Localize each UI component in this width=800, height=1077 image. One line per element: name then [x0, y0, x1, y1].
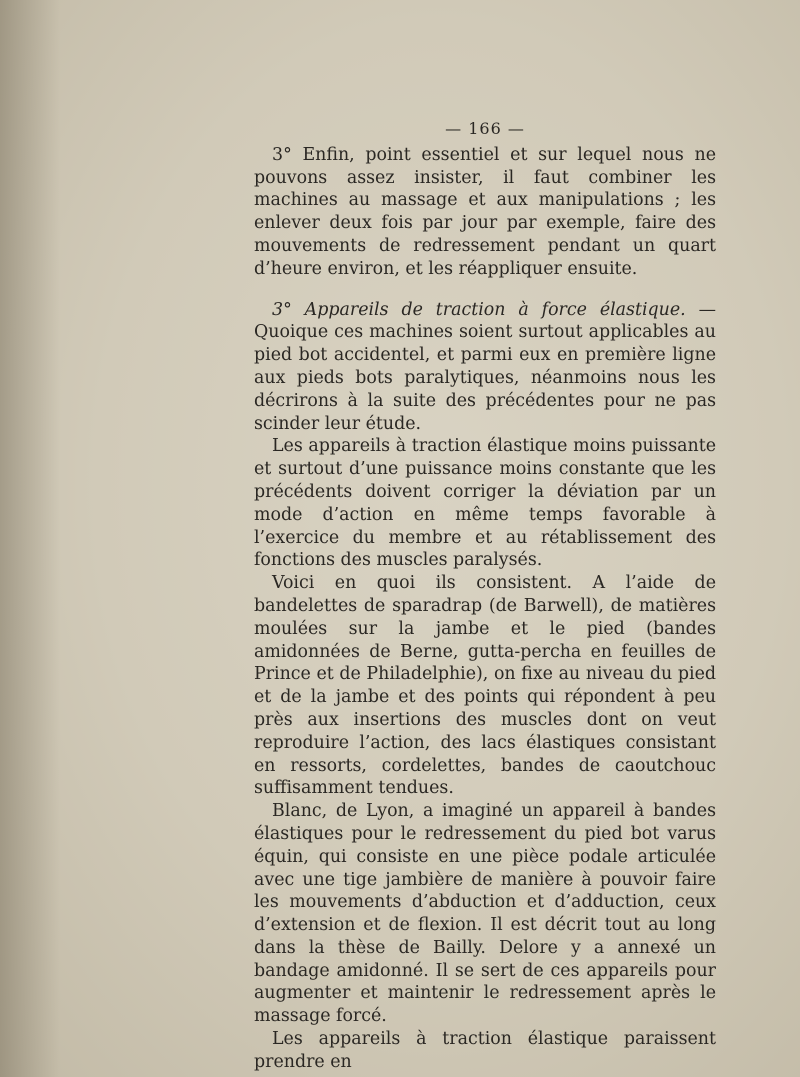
page-number: — 166 — [445, 119, 525, 138]
paragraph-6: Les appareils à traction élastique paraissent prendre en [254, 1029, 716, 1072]
paragraph-2 [254, 299, 716, 436]
section-heading-italic: 3° Appareils de traction à force élastique. [272, 299, 686, 320]
page-edge-shadow [0, 0, 60, 1077]
paragraph-3: Les appareils à traction élastique moins puissante et surtout d’une puissance moins constante que les précédents doivent corriger la déviation par un mode d’action en même temps favorable à l’exercice du membre et au rétablissement des fonctions des muscles paralysés. [254, 436, 716, 571]
paragraph-5: Blanc, de Lyon, a imaginé un appareil à bandes élastiques pour le redressement du pied bot varus équin, qui consiste en une pièce podale articulée avec une tige jambière de manière à pouvoir faire les mouvements d’abduction et d’adduction, ceux d’extension et de flexion. Il est décrit tout au long dans la thèse de Bailly. Delore y a annexé un bandage amidonné. Il se sert de ces appareils pour augmenter et maintenir le redressement après le massage forcé. [254, 801, 716, 1027]
paragraph-4: Voici en quoi ils consistent. A l’aide de bandelettes de sparadrap (de Barwell), de matières moulées sur la jambe et le pied (bandes amidonnées de Berne, gutta-percha en feuilles de Prince et de Philadelphie), on fixe au niveau du pied et de la jambe et des points qui répondent à peu près aux insertions des muscles dont on veut reproduire l’action, des lacs élastiques consistant en ressorts, cordelettes, bandes de caoutchouc suffisamment tendues. [254, 573, 716, 799]
paragraph-2-body: — Quoique ces machines soient surtout applicables au pied bot accidentel, et parmi eux en première ligne aux pieds bots paralytiques, néanmoins nous les décrirons à la suite des précédentes pour ne pas scinder leur étude. [254, 299, 717, 434]
page-text-block [254, 118, 716, 1074]
paragraph-1: 3° Enfin, point essentiel et sur lequel nous ne pouvons assez insister, il faut combiner les machines au massage et aux manipulations ; les enlever deux fois par jour par exemple, faire des mouvements de redressement pendant un quart d’heure environ, et les réappliquer ensuite. [254, 144, 716, 279]
